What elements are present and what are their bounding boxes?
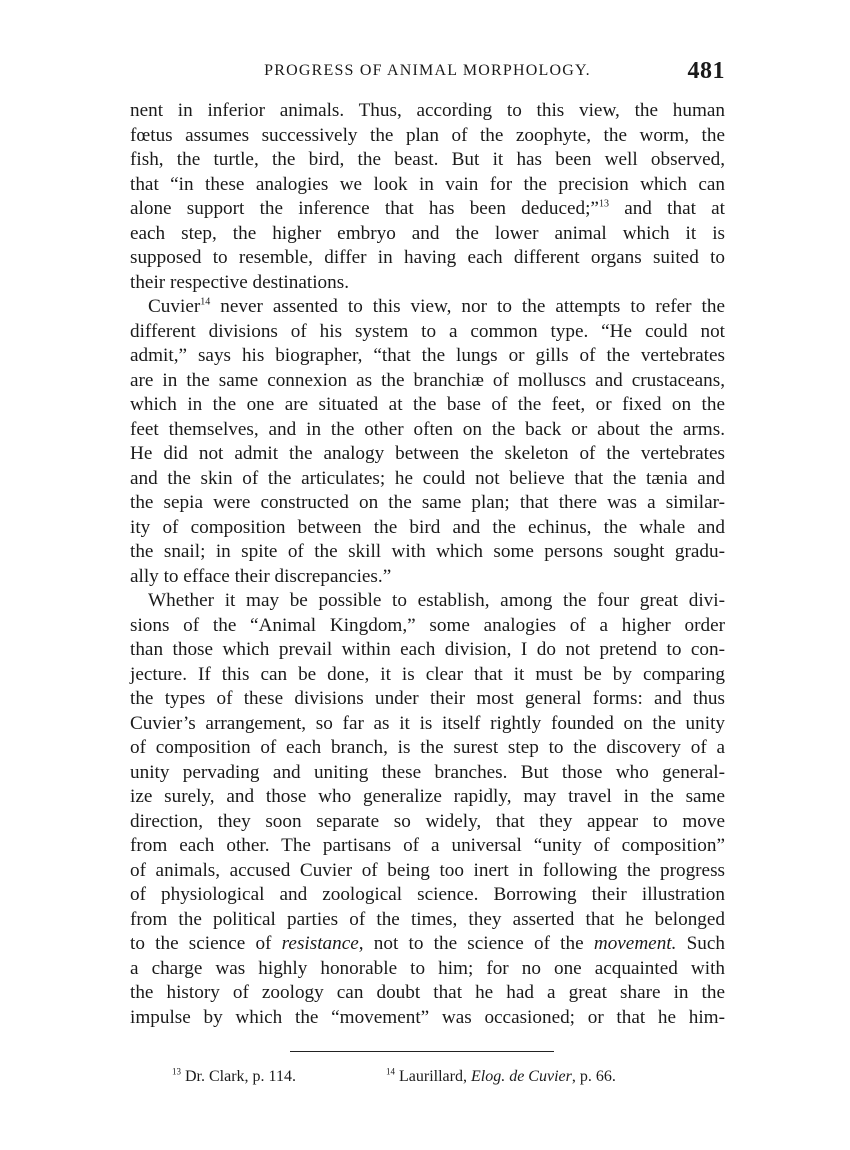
text-segment: never assented to this view, nor to the attempts to refer the [210, 296, 725, 317]
running-title: PROGRESS OF ANIMAL MORPHOLOGY. [264, 62, 591, 79]
text-line: admit,” says his biographer, “that the lungs or gills of the vertebrates [130, 345, 725, 366]
text-line: ize surely, and those who generalize rapidly, may travel in the same [130, 786, 725, 807]
text-line: impulse by which the “movement” was occasioned; or that he him- [130, 1006, 725, 1028]
text-line: supposed to resemble, differ in having each different organs suited to [130, 247, 725, 268]
italic-term: movement. [593, 933, 677, 954]
text-line: Cuvier’s arrangement, so far as it is itself rightly founded on the unity [130, 712, 725, 734]
text-line: fœtus assumes successively the plan of the zoophyte, the worm, the [130, 124, 725, 146]
text-segment: , not to the science of the [358, 933, 594, 954]
page-number: 481 [687, 58, 725, 84]
text-line: Whether it may be possible to establish, among the four great divi- [148, 590, 725, 611]
footnote-text: , p. 66. [571, 1068, 616, 1085]
text-line: of animals, accused Cuvier of being too inert in following the progress [130, 859, 725, 881]
text-line: the types of these divisions under their most general forms: and thus [130, 688, 725, 709]
running-head [130, 58, 725, 88]
text-line: nent in inferior animals. Thus, according to this view, the human [130, 100, 725, 121]
text-line: jecture. If this can be done, it is clear that it must be by comparing [130, 663, 725, 685]
text-line: are in the same connexion as the branchiæ of molluscs and crustaceans, [130, 369, 725, 391]
footnote-ref-13: 13 [598, 198, 609, 210]
footnote-italic-title: Elog. de Cuvier [470, 1068, 572, 1085]
text-line: direction, they soon separate so widely, that they appear to move [130, 810, 725, 832]
text-line: ally to efface their discrepancies.” [130, 565, 392, 587]
text-line [130, 197, 725, 222]
text-line: a charge was highly honorable to him; for no one acquainted with [130, 957, 725, 979]
text-segment: Such [676, 933, 726, 954]
text-line: than those which prevail within each division, I do not pretend to con- [130, 639, 725, 660]
footnote-marker: 14 [386, 1066, 395, 1077]
footnote-13 [172, 1067, 296, 1087]
text-line: the sepia were constructed on the same plan; that there was a similar- [130, 492, 725, 513]
body-text [130, 99, 725, 1030]
text-segment: alone support the inference that has been deduced;” [130, 198, 599, 219]
footnote-divider [290, 1051, 554, 1052]
text-line: He did not admit the analogy between the skeleton of the vertebrates [130, 443, 725, 464]
text-segment: to the science of [130, 933, 282, 954]
footnote-14 [386, 1067, 616, 1087]
text-line: of composition of each branch, is the surest step to the discovery of a [130, 737, 725, 758]
text-line: different divisions of his system to a common type. “He could not [130, 320, 725, 342]
text-line: each step, the higher embryo and the lower animal which it is [130, 222, 725, 244]
text-line: of physiological and zoological science. Borrowing their illustration [130, 884, 725, 905]
text-line: and the skin of the articulates; he could not believe that the tænia and [130, 467, 725, 489]
text-line [130, 932, 725, 957]
text-line: the snail; in spite of the skill with which some persons sought gradu- [130, 541, 725, 562]
text-line: ity of composition between the bird and the echinus, the whale and [130, 516, 725, 538]
text-segment: Cuvier [148, 296, 201, 317]
footnote-text: Laurillard, [395, 1068, 471, 1085]
text-line: fish, the turtle, the bird, the beast. But it has been well observed, [130, 149, 725, 170]
text-line: from each other. The partisans of a universal “unity of composition” [130, 835, 725, 856]
text-line [130, 295, 725, 320]
footnote-text: Dr. Clark, p. 114. [181, 1068, 296, 1085]
footnote-ref-14: 14 [200, 296, 211, 308]
text-line: that “in these analogies we look in vain for the precision which can [130, 173, 725, 195]
text-segment: and that at [608, 198, 725, 219]
text-line: which in the one are situated at the base of the feet, or fixed on the [130, 394, 725, 415]
text-line: from the political parties of the times, they asserted that he belonged [130, 908, 725, 930]
text-line: unity pervading and uniting these branches. But those who general- [130, 761, 725, 783]
text-line: sions of the “Animal Kingdom,” some analogies of a higher order [130, 614, 725, 636]
text-line: feet themselves, and in the other often on the back or about the arms. [130, 418, 725, 440]
text-line: their respective destinations. [130, 271, 349, 293]
italic-term: resistance [281, 933, 359, 954]
text-line: the history of zoology can doubt that he had a great share in the [130, 982, 725, 1003]
footnote-marker: 13 [172, 1066, 181, 1077]
